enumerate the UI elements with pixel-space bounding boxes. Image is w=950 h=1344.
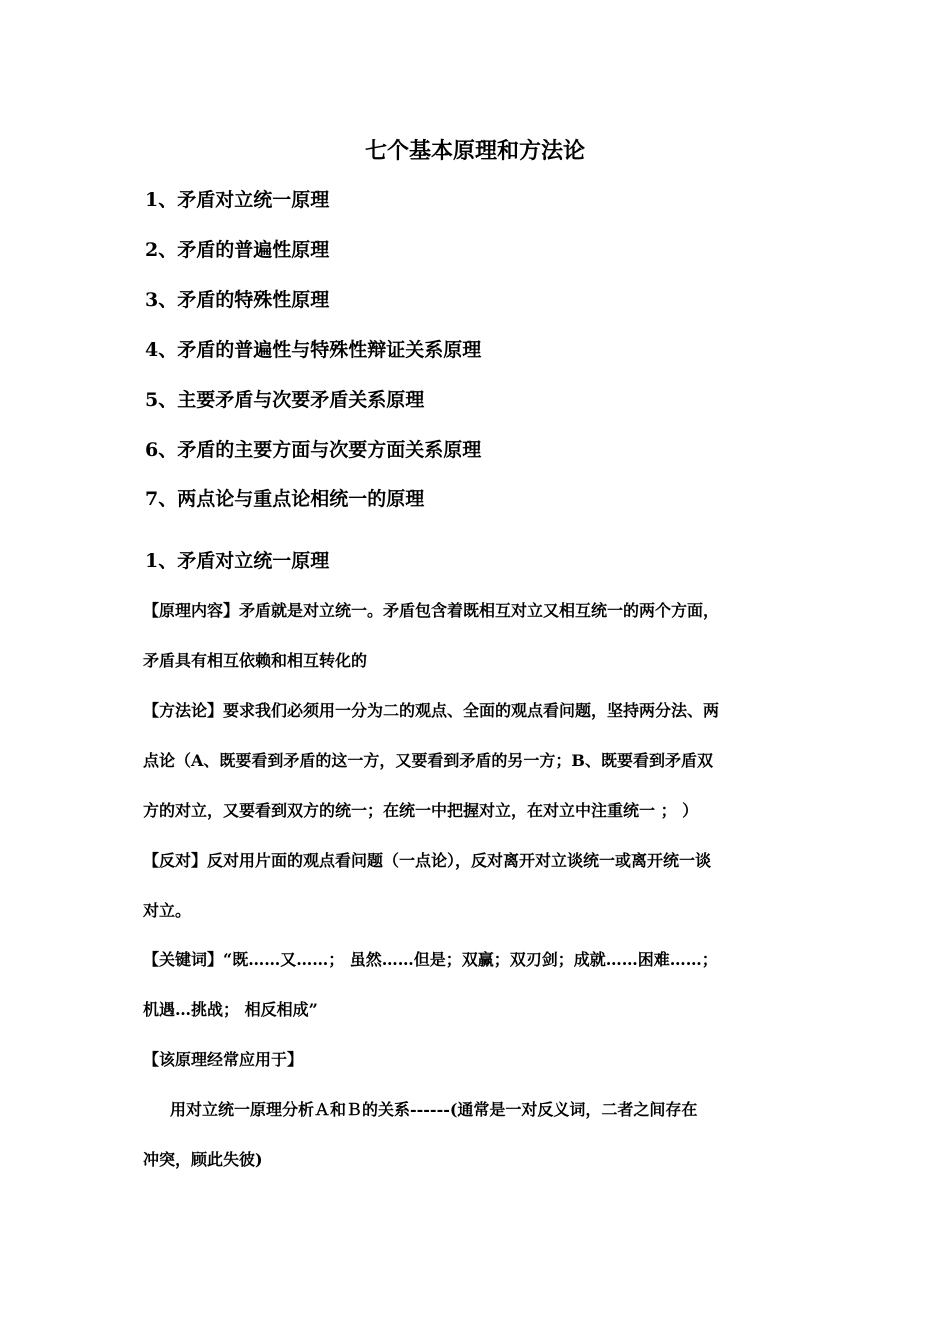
principle-content-line: 矛盾具有相互依赖和相互转化的: [143, 651, 368, 670]
principle-content-line: 【原理内容】矛盾就是对立统一。矛盾包含着既相互对立又相互统一的两个方面，: [143, 601, 720, 620]
methodology-line: 点论（A、既要看到矛盾的这一方，又要看到矛盾的另一方；B、既要看到矛盾双: [143, 751, 713, 770]
application-line: 冲突，顾此失彼): [143, 1150, 263, 1169]
toc-item-4: 4、矛盾的普遍性与特殊性辩证关系原理: [145, 339, 482, 361]
toc-item-2: 2、矛盾的普遍性原理: [145, 239, 330, 261]
oppose-line: 【反对】反对用片面的观点看问题（一点论），反对离开对立谈统一或离开统一谈: [143, 851, 712, 870]
toc-item-1: 1、矛盾对立统一原理: [145, 189, 330, 211]
methodology-line: 方的对立，又要看到双方的统一；在统一中把握对立，在对立中注重统一 ； ）: [143, 801, 699, 820]
toc-item-5: 5、主要矛盾与次要矛盾关系原理: [145, 389, 425, 411]
keywords-line: 机遇…挑战； 相反相成”: [143, 1000, 318, 1019]
section-heading: 1、矛盾对立统一原理: [145, 550, 330, 572]
toc-item-7: 7、两点论与重点论相统一的原理: [145, 488, 425, 510]
keywords-line: 【关键词】“既……又……； 虽然……但是；双赢；双刃剑；成就……困难……；: [143, 950, 718, 969]
toc-item-6: 6、矛盾的主要方面与次要方面关系原理: [145, 439, 482, 461]
application-line: 用对立统一原理分析Ａ和Ｂ的关系------(通常是一对反义词，二者之间存在: [170, 1100, 698, 1119]
application-heading: 【该原理经常应用于】: [143, 1050, 304, 1069]
toc-item-3: 3、矛盾的特殊性原理: [145, 289, 330, 311]
methodology-line: 【方法论】要求我们必须用一分为二的观点、全面的观点看问题，坚持两分法、两: [143, 701, 720, 720]
page-title: 七个基本原理和方法论: [364, 138, 585, 164]
oppose-line: 对立。: [143, 901, 192, 920]
